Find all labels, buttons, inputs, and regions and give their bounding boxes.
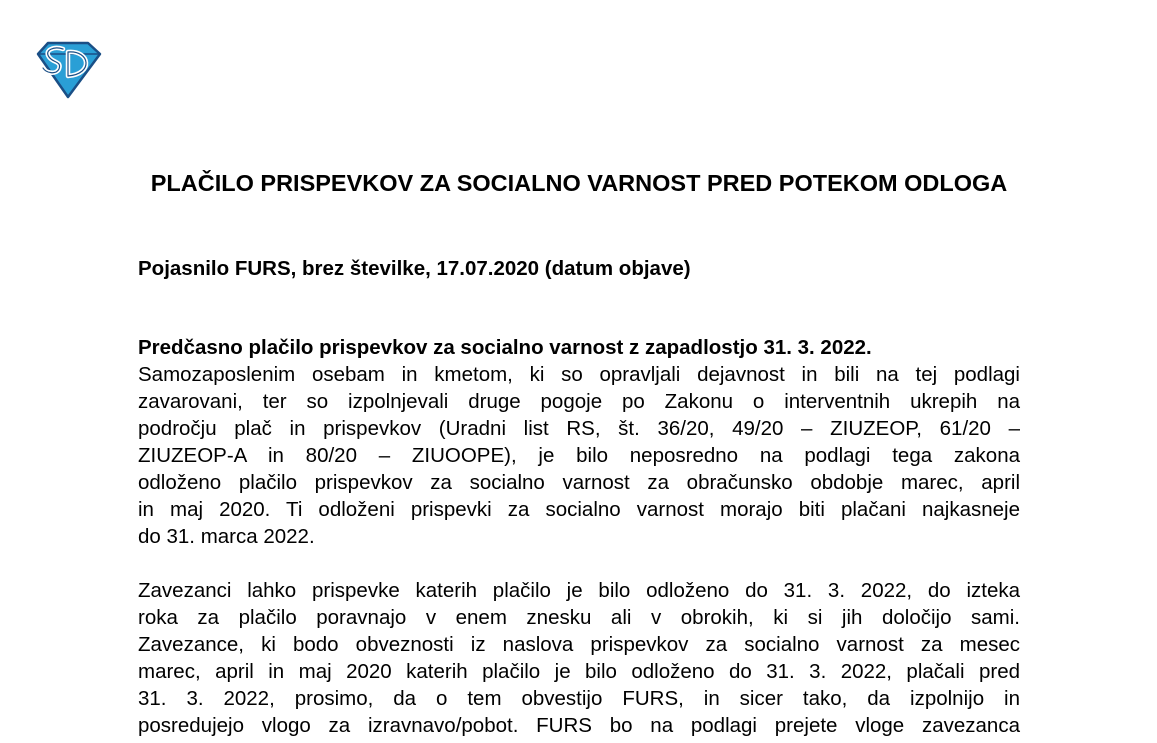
company-logo	[32, 40, 104, 100]
text-line: do 31. marca 2022.	[138, 525, 315, 548]
paragraph-2	[138, 577, 1020, 739]
document-section	[138, 334, 1020, 739]
text-line: in maj 2020. Ti odloženi prispevki za socialno varnost morajo biti plačani najkasneje	[138, 498, 1020, 521]
text-line: marec, april in maj 2020 katerih plačilo je bilo odloženo do 31. 3. 2022, plačali pred	[138, 660, 1020, 683]
text-line: odloženo plačilo prispevkov za socialno varnost za obračunsko obdobje marec, april	[138, 471, 1020, 494]
text-line: zavarovani, ter so izpolnjevali druge pogoje po Zakonu o interventnih ukrepih na	[138, 390, 1020, 413]
section-heading: Predčasno plačilo prispevkov za socialno varnost z zapadlostjo 31. 3. 2022.	[138, 336, 872, 359]
text-line: ZIUZEOP-A in 80/20 – ZIUOOPE), je bilo neposredno na podlagi tega zakona	[138, 444, 1020, 467]
document-subtitle: Pojasnilo FURS, brez številke, 17.07.2020 (datum objave)	[138, 257, 691, 280]
text-line: roka za plačilo poravnajo v enem znesku ali v obrokih, ki si jih določijo sami.	[138, 606, 1020, 629]
text-line: Zavezance, ki bodo obveznosti iz naslova prispevkov za socialno varnost za mesec	[138, 633, 1020, 656]
text-line: Samozaposlenim osebam in kmetom, ki so opravljali dejavnost in bili na tej podlagi	[138, 363, 1020, 386]
sd-diamond-logo-icon	[32, 40, 104, 100]
text-line: posredujejo vlogo za izravnavo/pobot. FURS bo na podlagi prejete vloge zavezanca	[138, 714, 1020, 737]
document-title: PLAČILO PRISPEVKOV ZA SOCIALNO VARNOST PRED POTEKOM ODLOGA	[150, 170, 1008, 196]
text-line: 31. 3. 2022, prosimo, da o tem obvestijo FURS, in sicer tako, da izpolnijo in	[138, 687, 1020, 710]
text-line: področju plač in prispevkov (Uradni list RS, št. 36/20, 49/20 – ZIUZEOP, 61/20 –	[138, 417, 1020, 440]
paragraph-1	[138, 361, 1020, 550]
text-line: Zavezanci lahko prispevke katerih plačilo je bilo odloženo do 31. 3. 2022, do izteka	[138, 579, 1020, 602]
